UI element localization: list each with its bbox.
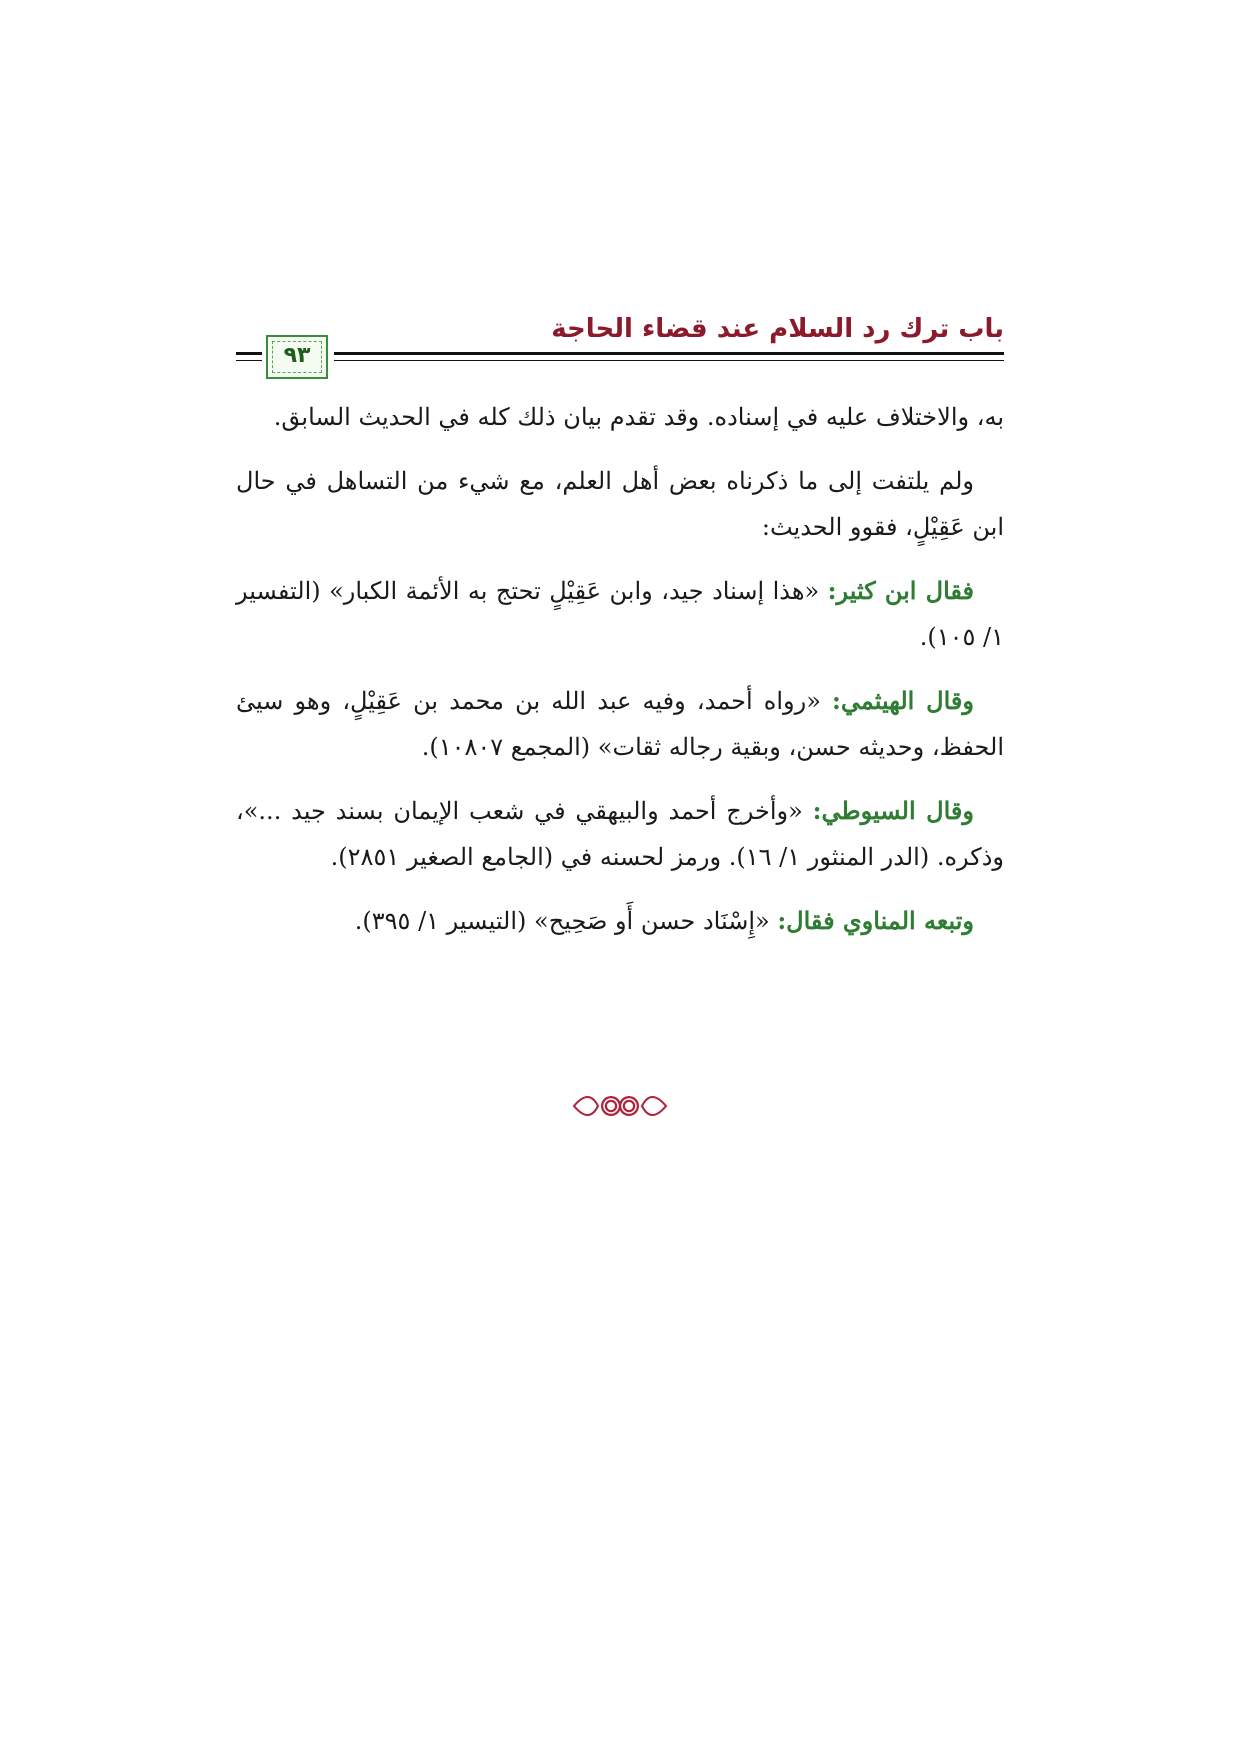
page-number-frame <box>266 335 328 379</box>
quote-text: «هذا إسناد جيد، وابن عَقِيْلٍ تحتج به الأئمة الكبار» (التفسير ١/ ١٠٥). <box>236 577 1004 651</box>
header-rule-left-bottom <box>236 360 262 361</box>
paragraph-text: به، والاختلاف عليه في إسناده. وقد تقدم بيان ذلك كله في الحديث السابق. <box>273 403 1004 431</box>
speaker-label: وقال السيوطي: <box>812 796 974 825</box>
speaker-label: وتبعه المناوي فقال: <box>777 906 974 935</box>
quote-text: «رواه أحمد، وفيه عبد الله بن محمد بن عَقِيْلٍ، وهو سيئ الحفظ، وحديثه حسن، وبقية رجاله ثقات» (المجمع ١٠٨٠٧). <box>236 687 1004 761</box>
quote-munawi <box>236 898 1004 944</box>
speaker-label: فقال ابن كثير: <box>827 576 975 605</box>
quote-ibn-kathir <box>236 568 1004 660</box>
page-body <box>236 394 1004 962</box>
chapter-title: باب ترك رد السلام عند قضاء الحاجة <box>551 314 1004 344</box>
header-rule-left-top <box>236 352 262 355</box>
speaker-label: وقال الهيثمي: <box>832 686 974 715</box>
page-number: ٩٣ <box>283 343 311 368</box>
header-rule-top <box>334 352 1004 355</box>
paragraph-text: ولم يلتفت إلى ما ذكرناه بعض أهل العلم، مع شيء من التساهل في حال ابن عَقِيْلٍ، فقوو الحديث: <box>236 467 1004 541</box>
floral-divider-icon <box>570 1086 670 1126</box>
quote-text: «وأخرج أحمد والبيهقي في شعب الإيمان بسند جيد ...»، وذكره. (الدر المنثور ١/ ١٦). ورمز لحسنه في (الجامع الصغير ٢٨٥١). <box>236 797 1004 871</box>
quote-text: «إِسْنَاد حسن أَو صَحِيح» (التيسير ١/ ٣٩٥). <box>354 907 778 935</box>
quote-haythami <box>236 678 1004 770</box>
page-header <box>236 310 1004 382</box>
paragraph-1 <box>236 394 1004 440</box>
paragraph-2 <box>236 458 1004 550</box>
header-rule-bottom <box>334 360 1004 361</box>
quote-suyuti <box>236 788 1004 880</box>
